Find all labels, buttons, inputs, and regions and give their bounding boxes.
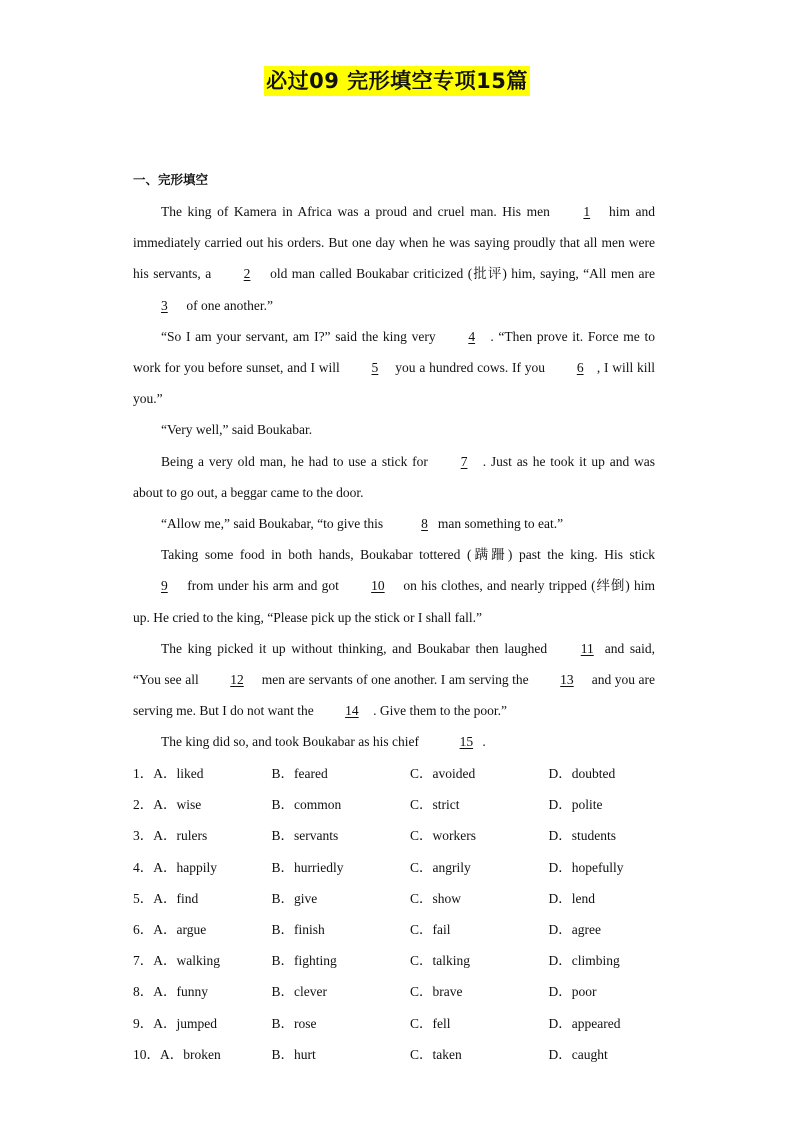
text-run: old man called Boukabar criticized (批评) him, saying, “All men are (265, 266, 656, 282)
paragraph-5 (133, 508, 655, 539)
option-row (133, 789, 693, 820)
question-number: 9． (133, 1015, 154, 1031)
question-number: 2． (133, 797, 154, 813)
text-run: , I will kill you.” (133, 360, 656, 407)
blank-2: 2 (243, 266, 251, 282)
blank-14: 14 (345, 703, 359, 719)
option-c: C．talking (410, 953, 470, 969)
question-number: 3． (133, 828, 154, 844)
option-d: D．polite (548, 797, 603, 813)
text-run: . Give them to the poor.” (373, 703, 507, 719)
blank-1: 1 (583, 204, 591, 219)
blank-11: 11 (580, 640, 594, 656)
paragraph-7 (133, 633, 655, 727)
option-c: C．workers (410, 828, 476, 844)
paragraph-6 (133, 539, 655, 633)
option-text: A．walking (153, 953, 220, 969)
question-number: 6． (133, 921, 154, 937)
option-a (133, 758, 272, 789)
blank-9: 9 (161, 578, 168, 594)
option-row (133, 914, 693, 945)
text-run: Taking some food in both hands, Boukabar tottered (蹒跚) past the king. His stick (161, 547, 655, 563)
option-row (133, 945, 693, 976)
option-d: D．climbing (548, 953, 620, 969)
text-run: Being a very old man, he had to use a stick for (161, 453, 433, 469)
blank-3: 3 (161, 297, 168, 313)
option-text: A．happily (153, 859, 217, 875)
option-row (133, 1008, 693, 1039)
option-d: D．hopefully (548, 859, 624, 875)
text-run: and said, “You see all (133, 640, 655, 688)
option-c: C．taken (410, 1046, 462, 1062)
option-d: D．caught (548, 1046, 608, 1062)
blank-10: 10 (371, 578, 385, 594)
text-run: and you are serving me. But I do not want the (133, 672, 656, 719)
option-text: A．rulers (153, 828, 208, 844)
blank-13: 13 (560, 672, 574, 688)
text-run: . Just as he took it up and was about to go out, a beggar came to the door. (133, 453, 655, 500)
blank-8: 8 (421, 516, 428, 532)
option-a (133, 852, 272, 883)
text-run: him and immediately carried out his orders. But one day when he was saying proudly that all men were his servants, a (133, 204, 655, 282)
option-b: B．clever (271, 984, 327, 1000)
option-b: B．give (271, 890, 318, 906)
option-row (133, 758, 693, 789)
paragraph-3: “Very well,” said Boukabar. (161, 422, 313, 438)
option-b: B．common (271, 797, 342, 813)
option-b: B．hurt (271, 1046, 316, 1062)
blank-5: 5 (371, 360, 379, 376)
paragraph-1 (133, 196, 655, 321)
option-d: D．doubted (548, 766, 616, 781)
option-c: C．show (410, 890, 462, 906)
text-run: man something to eat.” (434, 516, 564, 532)
option-text: A．liked (153, 766, 204, 781)
text-run: The king of Kamera in Africa was a proud and cruel man. His men (161, 204, 556, 219)
option-a (133, 820, 272, 851)
option-row (133, 1039, 693, 1070)
question-number: 5． (133, 890, 154, 906)
page-title: 必过09 完形填空专项15篇 (264, 66, 530, 96)
option-d: D．agree (548, 921, 601, 937)
text-run: The king did so, and took Boukabar as his chief (161, 734, 423, 750)
answer-options (133, 758, 693, 1070)
option-row (133, 852, 693, 883)
option-a (133, 883, 272, 914)
question-number: 7． (133, 953, 154, 969)
question-number: 8． (133, 984, 154, 1000)
paragraph-8 (133, 726, 655, 757)
text-run: . “Then prove it. Force me to work for you before sunset, and I will (133, 328, 655, 376)
option-d: D．poor (548, 984, 597, 1000)
option-c: C．angrily (410, 859, 471, 875)
option-b: B．servants (271, 828, 339, 844)
option-text: A．find (153, 890, 199, 906)
question-number: 4． (133, 859, 154, 875)
option-b: B．hurriedly (271, 859, 344, 875)
section-heading: 一、完形填空 (133, 172, 209, 187)
option-text: A．jumped (153, 1015, 217, 1031)
text-run: you a hundred cows. If you (391, 360, 549, 376)
blank-7: 7 (460, 453, 468, 469)
option-a (133, 976, 272, 1007)
text-run: “Allow me,” said Boukabar, “to give this (161, 516, 387, 532)
option-row (133, 883, 693, 914)
option-row (133, 976, 693, 1007)
text-run: men are servants of one another. I am serving the (258, 672, 533, 688)
blank-15: 15 (459, 734, 474, 750)
option-d: D．lend (548, 890, 595, 906)
option-d: D．students (548, 828, 616, 844)
option-c: C．avoided (410, 766, 476, 781)
paragraph-4 (133, 446, 655, 508)
option-b: B．fighting (271, 953, 337, 969)
option-text: A．argue (153, 921, 207, 937)
option-c: C．brave (410, 984, 463, 1000)
option-text: A．funny (153, 984, 208, 1000)
blank-4: 4 (468, 328, 476, 344)
text-run: of one another.” (183, 297, 273, 313)
text-run: on his clothes, and nearly tripped (绊倒) him up. He cried to the king, “Please pick up the stick or I shall fall.” (133, 578, 655, 625)
option-b: B．finish (271, 921, 325, 937)
blank-6: 6 (576, 360, 584, 376)
option-b: B．rose (271, 1015, 317, 1031)
option-d: D．appeared (548, 1015, 621, 1031)
option-c: C．strict (410, 797, 460, 813)
option-a (133, 789, 272, 820)
question-number: 1． (133, 766, 154, 781)
option-text: A．broken (160, 1046, 221, 1062)
text-run: from under his arm and got (183, 578, 344, 594)
option-c: C．fell (410, 1015, 451, 1031)
option-a (133, 945, 272, 976)
blank-12: 12 (230, 672, 244, 688)
option-a (133, 1008, 272, 1039)
paragraph-2 (133, 321, 655, 415)
option-c: C．fail (410, 921, 451, 937)
option-row (133, 820, 693, 851)
text-run: The king picked it up without thinking, and Boukabar then laughed (161, 640, 553, 656)
option-text: A．wise (153, 797, 202, 813)
question-number: 10． (133, 1046, 160, 1062)
option-a (133, 914, 272, 945)
text-run: . (482, 734, 486, 750)
option-b: B．feared (271, 766, 328, 781)
title-container (0, 66, 794, 96)
text-run: “So I am your servant, am I?” said the king very (161, 328, 441, 344)
cloze-passage (133, 196, 655, 758)
option-a (133, 1039, 272, 1070)
